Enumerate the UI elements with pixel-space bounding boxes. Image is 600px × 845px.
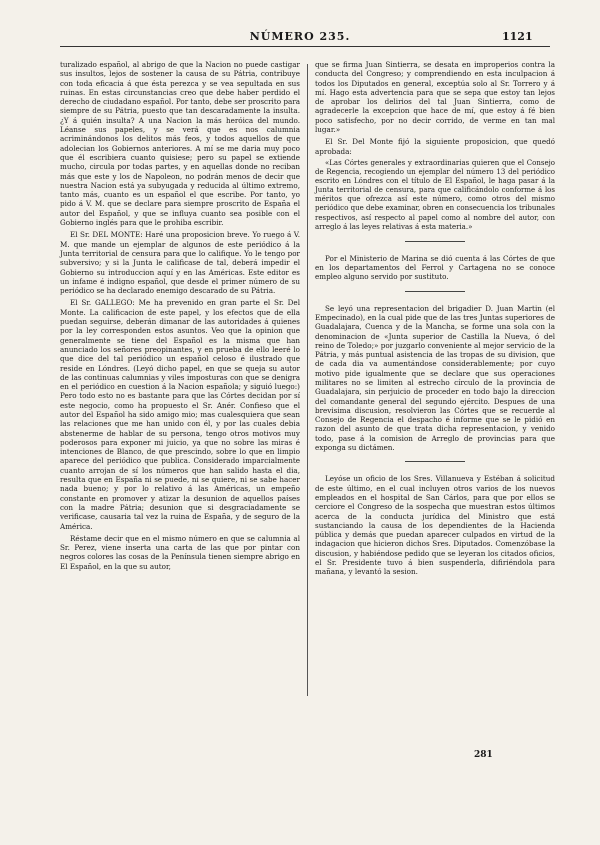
footer-page-number: 281: [474, 750, 493, 760]
column-divider: [307, 64, 308, 696]
paragraph: Réstame decir que en el mismo número en que se calumnia al Sr. Perez, viene inserta una carta de las que por pintar con negros colores las cosas de la Península tienen siempre abrigo en El Español, en la que su autor,: [60, 533, 300, 571]
page-number: 1121: [502, 30, 533, 43]
paragraph: Se leyó una representacion del brigadier D. Juan Martin (el Empecinado), en la cual pide que de las tres Juntas superiores de Guadalajara, Cuenca y de la Mancha, se forme una sola con la denominacion de «Junta superior de Castilla la Nueva, ó del reino de Toledo;» por juzgarlo conveniente al mejor servicio de la Pátria, y más puntual asistencia de las tropas de su division, que de cada dia va aumentándose considerablemente; por cuyo motivo pide igualmente que se declare que sus operaciones militares no se limiten al estrecho círculo de la provincia de Guadalajara, sin perjuicio de proceder en todo bajo la direccion del comandante general del segundo ejército. Despues de una brevisima discusion, resolvieron las Córtes que se recuerde al Consejo de Regencia el despacho é informe que se le pidió en razon del asunto de que trata dicha representacion, y venido todo, pase á la comision de Arreglo de provincias para que exponga su dictámen.: [315, 303, 555, 453]
section-separator: [405, 291, 465, 292]
page-header: [0, 30, 600, 46]
paragraph: turalizado español, al abrigo de que la Nacion no puede castigar sus insultos, lejos de sostener la causa de su Pátria, contribuye con toda eficacia á que ésta perezca y se vea sepultada en sus ruinas. En estas circunstancias creo que debe haber perdido el derecho de ciudadano español. Por tanto, debe ser proscrito para siempre de su Pátria, puesto que tan descaradamente la insulta. ¿Y á quién insulta? A una Nacion la más heróica del mundo. Léanse sus papeles, y se verá que es nos calumnia acriminándonos los delitos más feos, y todos aquellos de que adolecian los Gobiernos anteriores. A mí se me daria muy poco que él escribiera cuanto quisiese; pero su papel se extiende mucho, circula por todas partes, y en aquellas donde no reciban más que este y los de Napoleon, no podrán menos de decir que nuestra Nacion está ya subyugada y reducida al último extremo, tanto más, cuanto es un español el que escribe. Por tanto, yo pido á V. M. que se declare para siempre proscrito de España el autor del Español, y que se influya cuanto sea posible con el Gobierno inglés para que le prohiba escribir.: [60, 60, 300, 228]
paragraph: El Sr. Del Monte fijó la siguiente proposicion, que quedó aprobada:: [315, 137, 555, 156]
proposal-quote: «Las Córtes generales y extraordinarias quieren que el Consejo de Regencia, recogiendo un ejemplar del número 13 del periódico escrito en Lóndres con el título de El Español, le haga pasar á la Junta territorial de censura, para que calificándolo conforme á los méritos que ofrezca así este número, como otros del mismo periódico que debe examinar, obren en consecuencia los tribunales respectivos, así respecto al papel como al nombre del autor, con arreglo á las leyes relativas á esta materia.»: [315, 158, 555, 231]
paragraph: El Sr. DEL MONTE: Haré una proposicion breve. Yo ruego á V. M. que mande un ejemplar de algunos de este periódico á la Junta territorial de censura para que lo califique. Yo le tengo por subversivo; y si la Junta le calificase de tal, deberá impedir el Gobierno su introduccion aquí y en las Américas. Este editor es un infame é indigno español, que desde el primer número de su periódico se ha declarado enemigo descarado de su Pátria.: [60, 230, 300, 296]
paragraph: El Sr. GALLEGO: Me ha prevenido en gran parte el Sr. Del Monte. La calificacion de este papel, y los efectos que de ella puedan seguirse, deberán dimanar de las autoridades á quienes por la ley corresponden estos asuntos. Veo que la opinion que generalmente se tiene del Español es la misma que han anunciado los señores preopinantes, y en prueba de ello leeré lo que dice del tal periódico un español celoso é ilustrado que reside en Lóndres. (Leyó dicho papel, en que se queja su autor de las continuas calumnias y viles imposturas con que se denigra en el periódico en cuestion á la Nacion española; y siguió luego:) Pero todo esto no es bastante para que las Córtes decidan por sí este negocio, como ha propuesto el Sr. Anér. Confieso que el autor del Español ha sido amigo mio; mas cualesquiera que sean las relaciones que me han unido con él, y por las cuales debia abstenerme de hablar de su persona, tengo otros motivos muy poderosos para exponer mi juicio, ya que no sobre las miras é intenciones de Blanco, de que prescindo, sobre lo que en limpio aparece del periódico que publica. Considerado imparcialmente cuanto arrojan de sí los números que han salido hasta el dia, resulta que en España ni se puede, ni se quiere, ni se sabe hacer nada bueno; y por lo relativo á las Américas, un empeño constante en promover y atizar la desunion de aquellos países con la madre Pátria; desunion que si desgraciadamente se verificase, causaria tal vez la ruina de España, y de seguro de la América.: [60, 298, 300, 531]
header-rule: [60, 46, 550, 47]
right-column: [315, 60, 555, 580]
section-separator: [405, 241, 465, 242]
section-separator: [405, 461, 465, 462]
paragraph: Leyóse un oficio de los Sres. Villanueva y Estéban á solicitud de este último, en el cual incluyen otros varios de los nuevos empleados en el hospital de San Cárlos, para que por ellos se cerciore el Congreso de la sospecha que muestran estos últimos acerca de la conducta jurídica del Ministro que está sustanciando la causa de los dependientes de la Hacienda pública y demás que puedan aparecer culpados en virtud de la indagacion que hicieron dichos Sres. Diputados. Comenzóbase la discusion, y habiéndose pedido que se leyeran los citados oficios, el Sr. Presidente tuvo á bien suspenderla, difiriéndola para mañana, y levantó la sesion.: [315, 474, 555, 577]
left-column: [60, 60, 300, 574]
issue-title: NÚMERO 235.: [249, 30, 351, 43]
paragraph: Por el Ministerio de Marina se dió cuenta á las Córtes de que en los departamentos del Ferrol y Cartagena no se conoce empleo alguno servido por sustituto.: [315, 253, 555, 282]
paragraph: que se firma Juan Sintierra, se desata en improperios contra la conducta del Congreso; y comprendiendo en esta inculpacion á todos los Diputados en general, exceptúa solo al Sr. Torrero y á mí. Hago esta advertencia para que se sepa que estoy tan lejos de aprobar los delirios del tal Juan Sintierra, como de agradecerle la excepcion que hace de mí, que estoy á fé bien poco satisfecho, por no decir corrido, de verme en tan mal lugar.»: [315, 60, 555, 135]
